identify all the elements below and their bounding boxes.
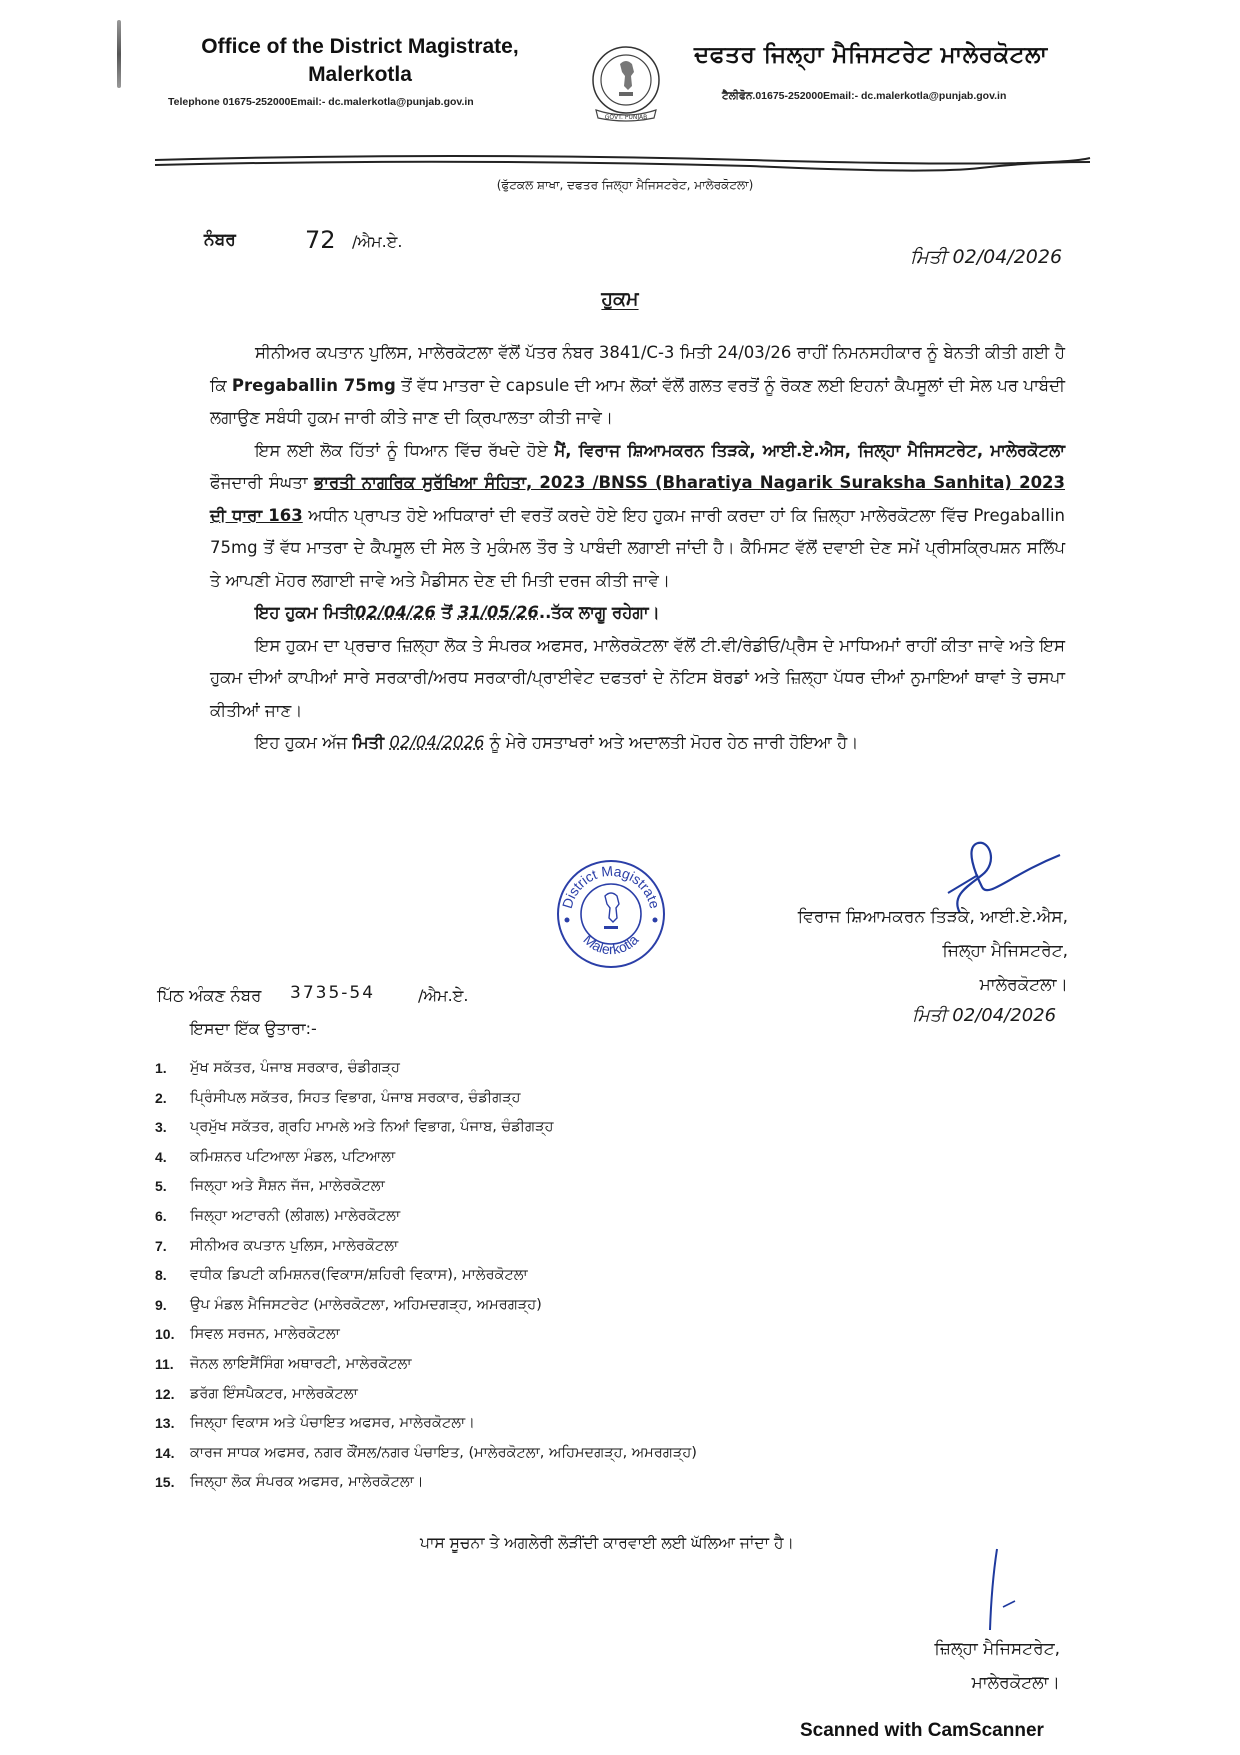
signatory-date: ਮਿਤੀ 02/04/2026 — [912, 1005, 1057, 1026]
letterhead-rule — [150, 146, 1100, 176]
paragraph-validity: ਇਹ ਹੁਕਮ ਮਿਤੀ02/04/26 ਤੋਂ 31/05/26..ਤੱਕ ਲਾਗੂ ਰਹੇਗਾ। — [255, 603, 660, 622]
letterhead-english-title — [150, 33, 570, 89]
list-item: 10. ਸਿਵਲ ਸਰਜਨ, ਮਾਲੇਰਕੋਟਲਾ — [155, 1326, 340, 1343]
list-item: 2. ਪ੍ਰਿੰਸੀਪਲ ਸਕੱਤਰ, ਸਿਹਤ ਵਿਭਾਗ, ਪੰਜਾਬ ਸਰਕਾਰ, ਚੰਡੀਗੜ੍ਹ — [155, 1089, 521, 1106]
list-item: 1. ਮੁੱਖ ਸਕੱਤਰ, ਪੰਜਾਬ ਸਰਕਾਰ, ਚੰਡੀਗੜ੍ਹ — [155, 1060, 400, 1076]
signatory-designation: ਜਿਲ੍ਹਾ ਮੈਜਿਸਟਰੇਟ, — [942, 941, 1068, 961]
order-body — [210, 337, 1065, 760]
svg-text:Malerkotla — [580, 931, 641, 957]
signatory-place: ਮਾਲੇਰਕੋਟਲਾ। — [979, 975, 1068, 995]
list-item: 3. ਪ੍ਰਮੁੱਖ ਸਕੱਤਰ, ਗ੍ਰਹਿ ਮਾਮਲੇ ਅਤੇ ਨਿਆਂ ਵਿਭਾਗ, ਪੰਜਾਬ, ਚੰਡੀਗੜ੍ਹ — [155, 1119, 554, 1136]
list-item: 5. ਜਿਲ੍ਹਾ ਅਤੇ ਸੈਸ਼ਨ ਜੱਜ, ਮਾਲੇਰਕੋਟਲਾ — [155, 1178, 385, 1195]
endorsement-label: ਪਿੱਠ ਅੰਕਣ ਨੰਬਰ — [157, 986, 262, 1005]
signatory-name: ਵਿਰਾਜ ਸ਼ਿਆਮਕਰਨ ਤਿੜਕੇ, ਆਈ.ਏ.ਐਸ, — [797, 907, 1068, 927]
list-item: 11. ਜੋਨਲ ਲਾਇਸੈਂਸਿੰਗ ਅਥਾਰਟੀ, ਮਾਲੇਰਕੋਟਲਾ — [155, 1355, 412, 1372]
punjabi-contact: ਟੈਲੀਫੋਨ.01675-252000Email:- dc.malerkotla@punjab.gov.in — [722, 90, 1007, 102]
forward-note: ਪਾਸ ਸੂਚਨਾ ਤੇ ਅਗਲੇਰੀ ਲੋੜੀਂਦੀ ਕਾਰਵਾਈ ਲਈ ਘੱਲਿਆ ਜਾਂਦਾ ਹੈ। — [420, 1534, 794, 1552]
letterhead-punjabi-title: ਦਫਤਰ ਜਿਲ੍ਹਾ ਮੈਜਿਸਟਰੇਟ ਮਾਲੇਰਕੋਟਲਾ — [694, 42, 1048, 68]
drug-name: Pregaballin 75mg — [231, 375, 396, 395]
emblem-text: GOVT. PUNJAB — [604, 114, 648, 121]
valid-from-date: 02/04/26 — [354, 603, 436, 622]
list-item: 6. ਜਿਲ੍ਹਾ ਅਟਾਰਨੀ (ਲੀਗਲ) ਮਾਲੇਰਕੋਟਲਾ — [155, 1207, 401, 1224]
english-title-line1: Office of the District Magistrate, — [201, 35, 519, 58]
handwritten-initial — [975, 1545, 1035, 1635]
english-title-line2: Malerkotla — [308, 63, 412, 86]
paragraph-request: ਸੀਨੀਅਰ ਕਪਤਾਨ ਪੁਲਿਸ, ਮਾਲੇਰਕੋਟਲਾ ਵੱਲੋਂ ਪੱਤਰ ਨੰਬਰ 3841/C-3 ਮਿਤੀ 24/03/26 ਰਾਹੀਂ ਨਿਮਨਸਹੀਕਾਰ ਨੂੰ ਬੇਨਤੀ ਕੀਤੀ ਗਈ ਹੈ ਕਿ Pregaballin 75mg ਤੋਂ ਵੱਧ ਮਾਤਰਾ ਦੇ capsule ਦੀ ਆਮ ਲੋਕਾਂ ਵੱਲੋਂ ਗਲਤ ਵਰਤੋਂ ਨੂੰ ਰੋਕਣ ਲਈ ਇਹਨਾਂ ਕੈਪਸੂਲਾਂ ਦੀ ਸੇਲ ਪਰ ਪਾਬੰਦੀ ਲਗਾਉਣ ਸਬੰਧੀ ਹੁਕਮ ਜਾਰੀ ਕੀਤੇ ਜਾਣ ਦੀ ਕ੍ਰਿਪਾਲਤਾ ਕੀਤੀ ਜਾਵੇ। — [210, 343, 1065, 427]
signatory-block — [798, 900, 1068, 1002]
magistrate-declaration: ਮੈਂ, ਵਿਰਾਜ ਸ਼ਿਆਮਕਰਨ ਤਿੜਕੇ, ਆਈ.ਏ.ਐਸ, ਜਿਲ੍ਹਾ ਮੈਜਿਸਟਰੇਟ, ਮਾਲੇਰਕੋਟਲਾ — [554, 440, 1065, 460]
valid-to-date: 31/05/26 — [457, 603, 539, 622]
camscanner-watermark: Scanned with CamScanner — [800, 1720, 1044, 1741]
list-item: 4. ਕਮਿਸ਼ਨਰ ਪਟਿਆਲਾ ਮੰਡਲ, ਪਟਿਆਲਾ — [155, 1148, 396, 1165]
reference-number: 72 — [305, 226, 336, 254]
endorsement-signer-designation: ਜ਼ਿਲ੍ਹਾ ਮੈਜਿਸਟਰੇਟ, — [934, 1639, 1060, 1659]
paragraph-issued: ਇਹ ਹੁਕਮ ਅੱਜ ਮਿਤੀ 02/04/2026 ਨੂੰ ਮੇਰੇ ਹਸਤਾਖਰਾਂ ਅਤੇ ਅਦਾਲਤੀ ਮੋਹਰ ਹੇਠ ਜਾਰੀ ਹੋਇਆ ਹੈ। — [255, 733, 859, 752]
scan-margin-mark — [117, 20, 121, 88]
order-title — [0, 288, 1240, 310]
seal-top-text: District Magistrate — [558, 862, 664, 911]
district-magistrate-seal — [555, 858, 667, 970]
paragraph-publicity: ਇਸ ਹੁਕਮ ਦਾ ਪ੍ਰਚਾਰ ਜ਼ਿਲ੍ਹਾ ਲੋਕ ਤੇ ਸੰਪਰਕ ਅਫਸਰ, ਮਾਲੇਰਕੋਟਲਾ ਵੱਲੋਂ ਟੀ.ਵੀ/ਰੇਡੀਓ/ਪ੍ਰੈਸ ਦੇ ਮਾਧਿਅਮਾਂ ਰਾਹੀਂ ਕੀਤਾ ਜਾਵੇ ਅਤੇ ਇਸ ਹੁਕਮ ਦੀਆਂ ਕਾਪੀਆਂ ਸਾਰੇ ਸਰਕਾਰੀ/ਅਰਧ ਸਰਕਾਰੀ/ਪ੍ਰਾਈਵੇਟ ਦਫਤਰਾਂ ਦੇ ਨੋਟਿਸ ਬੋਰਡਾਂ ਅਤੇ ਜ਼ਿਲ੍ਹਾ ਪੱਧਰ ਦੀਆਂ ਨੁਮਾਇਆਂ ਥਾਵਾਂ ਤੇ ਚਸਪਾ ਕੀਤੀਆਂ ਜਾਣ। — [210, 635, 1065, 720]
paragraph-order: ਇਸ ਲਈ ਲੋਕ ਹਿੱਤਾਂ ਨੂੰ ਧਿਆਨ ਵਿੱਚ ਰੱਖਦੇ ਹੋਏ ਮੈਂ, ਵਿਰਾਜ ਸ਼ਿਆਮਕਰਨ ਤਿੜਕੇ, ਆਈ.ਏ.ਐਸ, ਜਿਲ੍ਹਾ ਮੈਜਿਸਟਰੇਟ, ਮਾਲੇਰਕੋਟਲਾ ਫੌਜਦਾਰੀ ਸੰਘਤਾ ਭਾਰਤੀ ਨਾਗਰਿਕ ਸੁਰੱਖਿਆ ਸੰਹਿਤਾ, 2023 /BNSS (Bharatiya Nagarik Suraksha Sanhita) 2023 ਦੀ ਧਾਰਾ 163 ਅਧੀਨ ਪ੍ਰਾਪਤ ਹੋਏ ਅਧਿਕਾਰਾਂ ਦੀ ਵਰਤੋਂ ਕਰਦੇ ਹੋਏ ਇਹ ਹੁਕਮ ਜਾਰੀ ਕਰਦਾ ਹਾਂ ਕਿ ਜ਼ਿਲ੍ਹਾ ਮਾਲੇਰਕੋਟਲਾ ਵਿੱਚ Pregaballin 75mg ਤੋਂ ਵੱਧ ਮਾਤਰਾ ਦੇ ਕੈਪਸੂਲ ਦੀ ਸੇਲ ਤੇ ਮੁਕੰਮਲ ਤੌਰ ਤੇ ਪਾਬੰਦੀ ਲਗਾਈ ਜਾਂਦੀ ਹੈ। ਕੈਮਿਸਟ ਵੱਲੋਂ ਦਵਾਈ ਦੇਣ ਸਮੇਂ ਪ੍ਰੀਸਕ੍ਰਿਪਸ਼ਨ ਸਲਿੱਪ ਤੇ ਆਪਣੀ ਮੋਹਰ ਲਗਾਈ ਜਾਵੇ ਅਤੇ ਮੈਡੀਸਨ ਦੇਣ ਦੀ ਮਿਤੀ ਦਰਜ ਕੀਤੀ ਜਾਵੇ। — [210, 440, 1066, 590]
list-item: 8. ਵਧੀਕ ਡਿਪਟੀ ਕਮਿਸ਼ਨਰ(ਵਿਕਾਸ/ਸ਼ਹਿਰੀ ਵਿਕਾਸ), ਮਾਲੇਰਕੋਟਲਾ — [155, 1267, 528, 1284]
list-item: 9. ਉਪ ਮੰਡਲ ਮੈਜਿਸਟਰੇਟ (ਮਾਲੇਰਕੋਟਲਾ, ਅਹਿਮਦਗੜ੍ਹ, ਅਮਰਗੜ੍ਹ) — [155, 1296, 542, 1313]
list-item: 14. ਕਾਰਜ ਸਾਧਕ ਅਫਸਰ, ਨਗਰ ਕੌਂਸਲ/ਨਗਰ ਪੰਚਾਇਤ, (ਮਾਲੇਰਕੋਟਲਾ, ਅਹਿਮਦਗੜ੍ਹ, ਅਮਰਗੜ੍ਹ) — [155, 1444, 697, 1461]
seal-bottom-text: Malerkotla — [580, 931, 642, 958]
list-item: 13. ਜਿਲ੍ਹਾ ਵਿਕਾਸ ਅਤੇ ਪੰਚਾਇਤ ਅਫਸਰ, ਮਾਲੇਰਕੋਟਲਾ। — [155, 1415, 475, 1432]
endorsement-suffix: /ਐਮ.ਏ. — [418, 986, 469, 1005]
english-contact: Telephone 01675-252000Email:- dc.malerkotla@punjab.gov.in — [168, 96, 474, 108]
endorsement-signatory — [934, 1632, 1060, 1700]
issue-date: 02/04/2026 — [389, 733, 485, 752]
endorsement-signer-place: ਮਾਲੇਰਕੋਟਲਾ। — [971, 1673, 1060, 1693]
order-title-text: ਹੁਕਮ — [601, 288, 639, 310]
endorsement-number: 3735-54 — [290, 983, 376, 1003]
list-item: 15. ਜਿਲ੍ਹਾ ਲੋਕ ਸੰਪਰਕ ਅਫਸਰ, ਮਾਲੇਰਕੋਟਲਾ। — [155, 1474, 424, 1491]
reference-suffix: /ਐਮ.ਏ. — [352, 232, 403, 251]
list-item: 7. ਸੀਨੀਅਰ ਕਪਤਾਨ ਪੁਲਿਸ, ਮਾਲੇਰਕੋਟਲਾ — [155, 1237, 399, 1254]
list-item: 12. ਡਰੱਗ ਇੰਸਪੈਕਟਰ, ਮਾਲੇਰਕੋਟਲਾ — [155, 1385, 358, 1402]
copy-heading: ਇਸਦਾ ਇੱਕ ਉਤਾਰਾ:- — [190, 1019, 317, 1038]
govt-punjab-emblem — [588, 44, 664, 124]
branch-line: (ਫੁੱਟਕਲ ਸ਼ਾਖਾ, ਦਫਤਰ ਜਿਲ੍ਹਾ ਮੈਜਿਸਟਰੇਟ, ਮਾਲੇਰਕੋਟਲਾ) — [496, 178, 754, 192]
svg-text:District Magistrate — [559, 863, 663, 911]
distribution-list — [155, 1054, 1055, 1498]
reference-label: ਨੰਬਰ — [204, 230, 236, 250]
order-date: ਮਿਤੀ 02/04/2026 — [910, 246, 1063, 268]
law-reference: ਭਾਰਤੀ ਨਾਗਰਿਕ ਸੁਰੱਖਿਆ ਸੰਹਿਤਾ, 2023 /BNSS (Bharatiya Nagarik Suraksha Sanhita) 2023 ਦੀ ਧਾਰਾ 163 — [210, 473, 1066, 525]
